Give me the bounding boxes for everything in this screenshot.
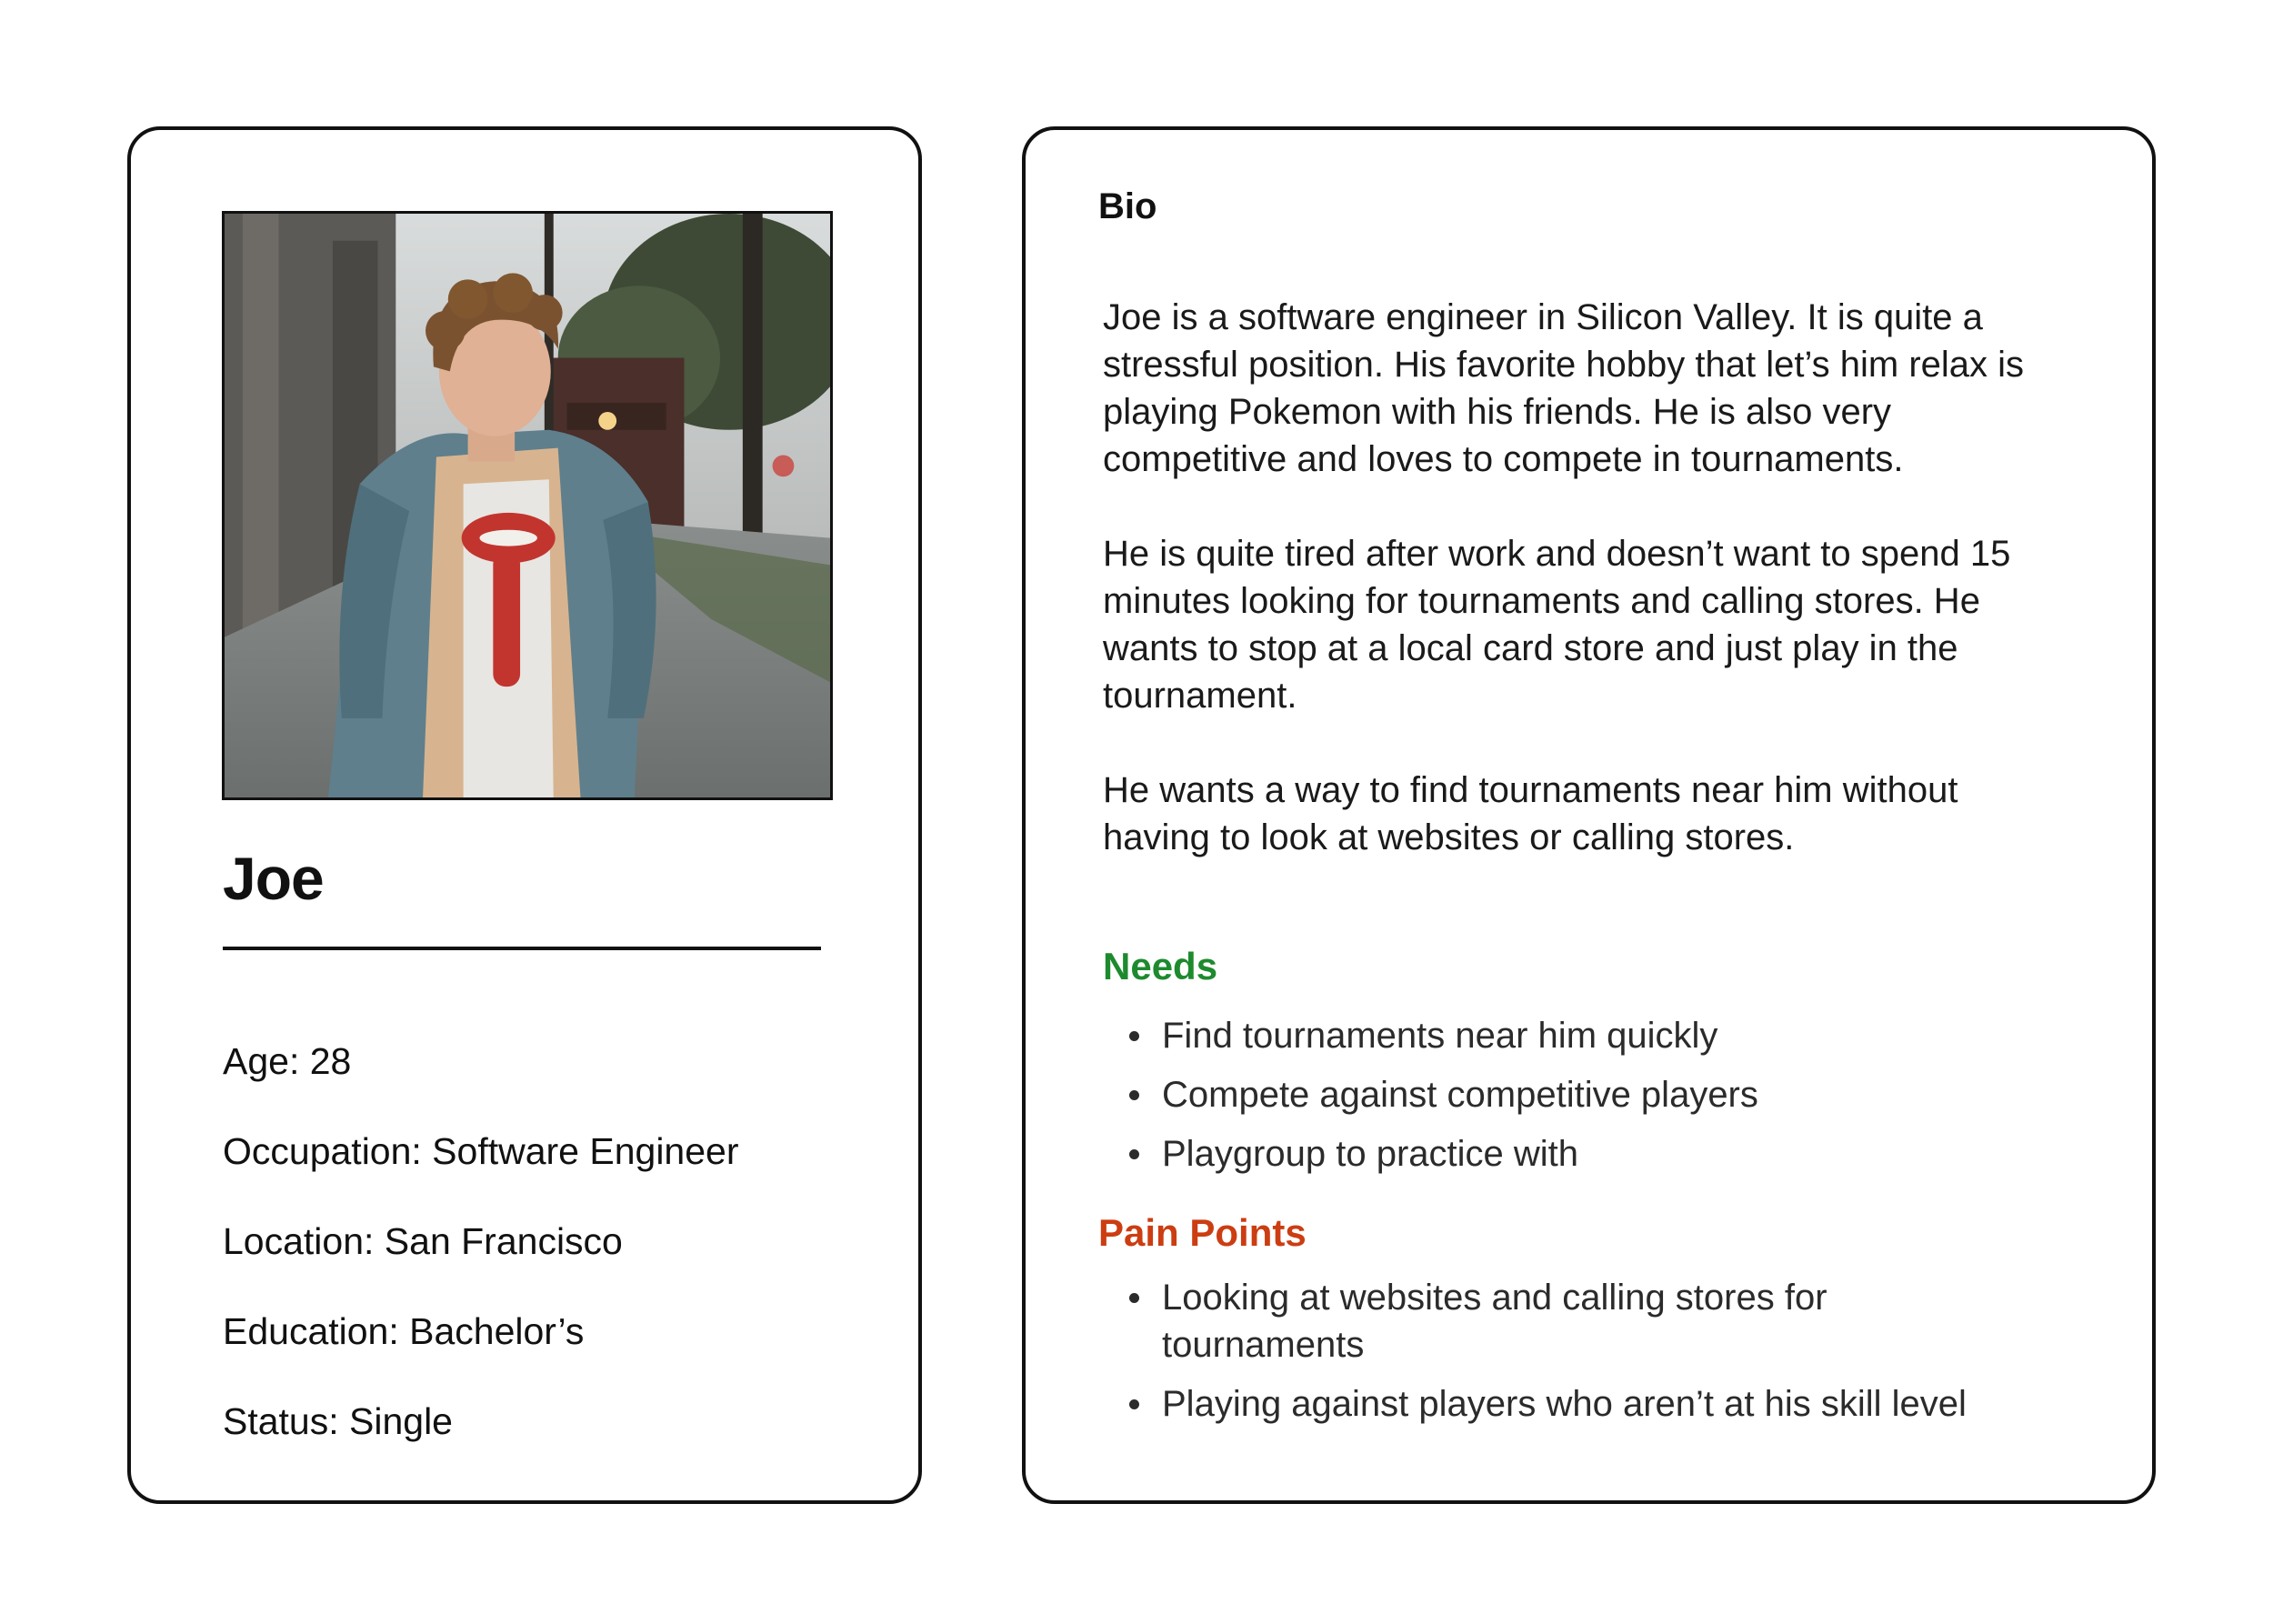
needs-list [1103, 1012, 2085, 1189]
persona-name: Joe [223, 845, 324, 912]
fact-status: Status: Single [223, 1400, 453, 1442]
fact-education: Education: Bachelor’s [223, 1310, 585, 1352]
profile-photo-image [225, 214, 830, 797]
persona-facts [223, 1039, 739, 1489]
pain-point-item: Looking at websites and calling stores for tournaments [1103, 1274, 2012, 1368]
bio-card [1022, 126, 2156, 1504]
needs-item: Compete against competitive players [1103, 1071, 2085, 1118]
fact-age: Age: 28 [223, 1040, 352, 1082]
bio-paragraph: He wants a way to find tournaments near him without having to look at websites or calling stores. [1103, 770, 1958, 857]
bio-title: Bio [1098, 186, 1157, 226]
profile-photo [222, 211, 833, 800]
bio-paragraph: He is quite tired after work and doesn’t want to spend 15 minutes looking for tournaments and calling stores. He wants to stop at a local card store and just play in the tournament. [1103, 534, 2011, 716]
profile-card [127, 126, 922, 1504]
needs-item: Find tournaments near him quickly [1103, 1012, 2085, 1059]
pain-point-item: Playing against players who aren’t at his skill level [1103, 1380, 2012, 1428]
needs-title: Needs [1103, 945, 1218, 987]
pain-points-title: Pain Points [1098, 1211, 1307, 1254]
pain-points-list [1103, 1274, 2012, 1439]
fact-location: Location: San Francisco [223, 1220, 623, 1262]
needs-item: Playgroup to practice with [1103, 1130, 2085, 1178]
fact-occupation: Occupation: Software Engineer [223, 1130, 739, 1172]
name-divider [223, 947, 821, 950]
bio-text [1103, 294, 2067, 861]
bio-paragraph: Joe is a software engineer in Silicon Valley. It is quite a stressful position. His favorite hobby that let’s him relax is playing Pokemon with his friends. He is also very competitive and loves to compete in tournaments. [1103, 297, 2025, 479]
